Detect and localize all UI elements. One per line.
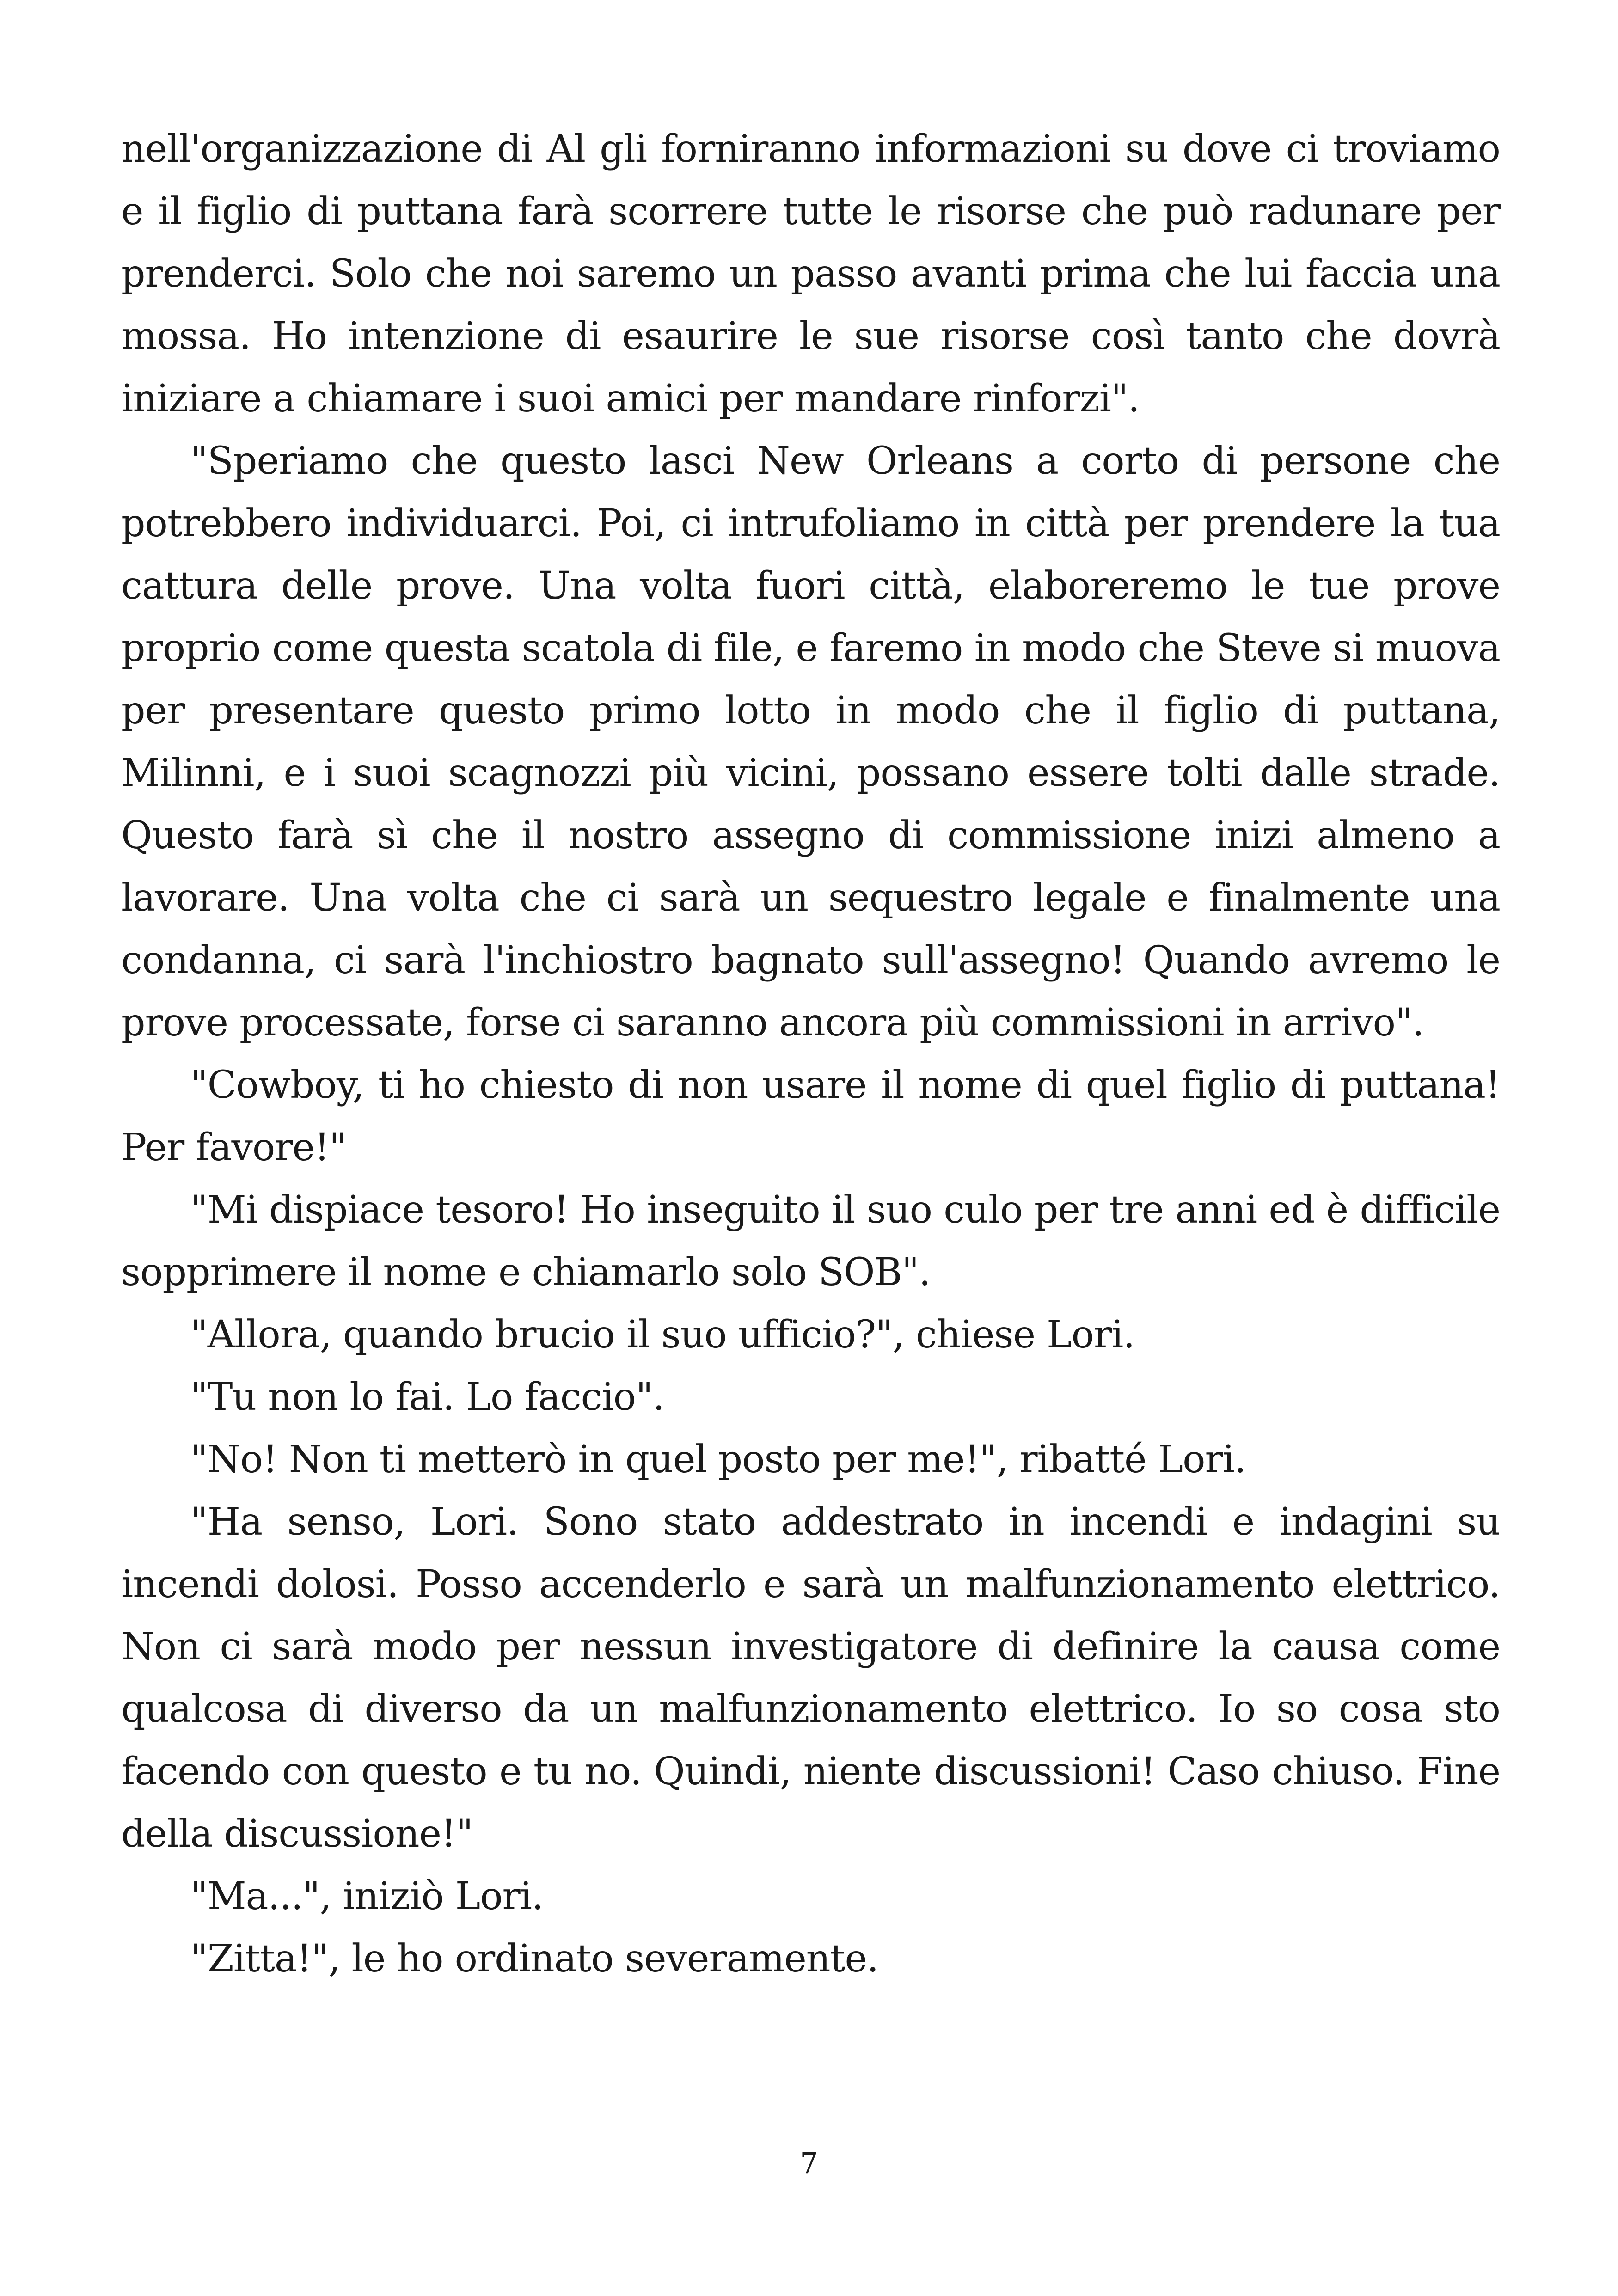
paragraph-2: "Speriamo che questo lasci New Orleans a corto di persone che potrebbero individuarci. Poi, ci intrufoliamo in città per prendere la tua cattura delle prove. Una volta fuori città, elaboreremo le tue prove proprio come questa scatola di file, e faremo in modo che Steve si muova per presentare questo primo lotto in modo che il figlio di puttana, Milinni, e i suoi scagnozzi più vicini, possano essere tolti dalle strade. Questo farà sì che il nostro assegno di commissione inizi almeno a lavorare. Una volta che ci sarà un sequestro legale e finalmente una condanna, ci sarà l'inchiostro bagnato sull'assegno! Quando avremo le prove processate, forse ci saranno ancora più commissioni in arrivo". [121,439,1500,1045]
paragraph-6: "Tu non lo fai. Lo faccio". [190,1375,664,1419]
page-number: 7 [800,2146,818,2180]
paragraph-10: "Zitta!", le ho ordinato severamente. [190,1937,879,1981]
paragraph-8: "Ha senso, Lori. Sono stato addestrato in incendi e indagini su incendi dolosi. Posso accenderlo e sarà un malfunzionamento elettrico. Non ci sarà modo per nessun investigatore di definire la causa come qualcosa di diverso da un malfunzionamento elettrico. Io so cosa sto facendo con questo e tu no. Quindi, niente discussioni! Caso chiuso. Fine della discussione!" [121,1500,1500,1856]
paragraph-5: "Allora, quando brucio il suo ufficio?", chiese Lori. [190,1313,1135,1357]
paragraph-9: "Ma...", iniziò Lori. [190,1874,544,1918]
paragraph-3: "Cowboy, ti ho chiesto di non usare il nome di quel figlio di puttana! Per favore!" [121,1063,1500,1169]
page-body-text [121,118,1500,1990]
paragraph-1: nell'organizzazione di Al gli forniranno informazioni su dove ci troviamo e il figlio di puttana farà scorrere tutte le risorse che può radunare per prenderci. Solo che noi saremo un passo avanti prima che lui faccia una mossa. Ho intenzione di esaurire le sue risorse così tanto che dovrà iniziare a chiamare i suoi amici per mandare rinforzi". [121,127,1500,421]
paragraph-7: "No! Non ti metterò in quel posto per me!", ribatté Lori. [190,1438,1246,1482]
paragraph-4: "Mi dispiace tesoro! Ho inseguito il suo culo per tre anni ed è difficile sopprimere il nome e chiamarlo solo SOB". [121,1188,1500,1294]
